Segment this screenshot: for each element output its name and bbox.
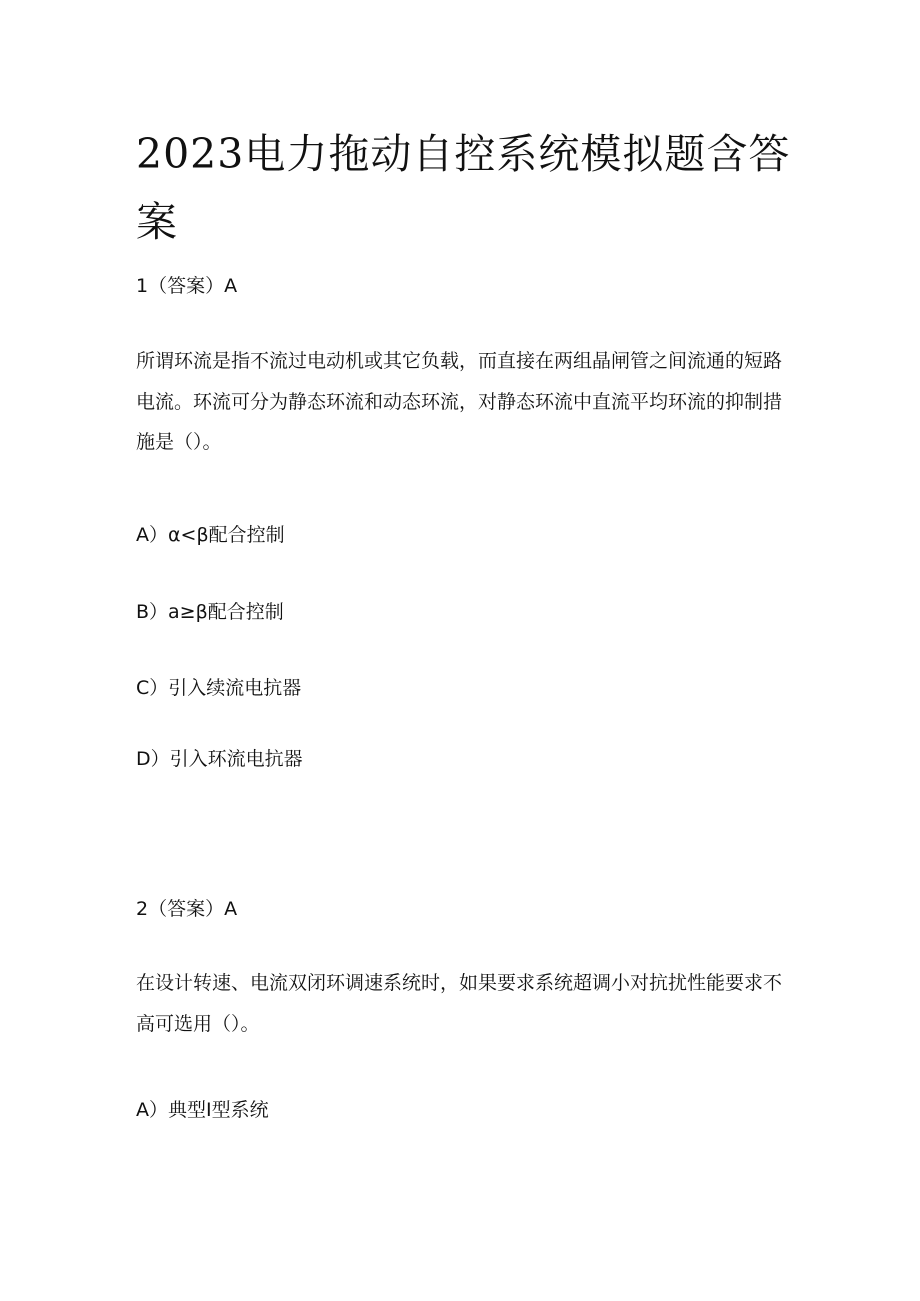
question-1-answer-header: 1（答案）A [136, 275, 238, 297]
question-2-option-a: A）典型I型系统 [136, 1099, 269, 1121]
document-title: 2023电力拖动自控系统模拟题含答案 [136, 130, 791, 246]
question-2-stem: 在设计转速、电流双闭环调速系统时，如果要求系统超调小对抗扰性能要求不高可选用（）。 [136, 972, 783, 1035]
question-1-option-b: B）a≥β配合控制 [136, 601, 284, 623]
question-2-answer-header: 2（答案）A [136, 898, 238, 920]
question-1-option-a: A）α<β配合控制 [136, 524, 285, 546]
question-1-option-d: D）引入环流电抗器 [136, 748, 303, 770]
question-1-option-c: C）引入续流电抗器 [136, 677, 302, 699]
question-1-stem: 所谓环流是指不流过电动机或其它负载，而直接在两组晶闸管之间流通的短路电流。环流可分为静态环流和动态环流，对静态环流中直流平均环流的抑制措施是（）。 [136, 350, 783, 453]
